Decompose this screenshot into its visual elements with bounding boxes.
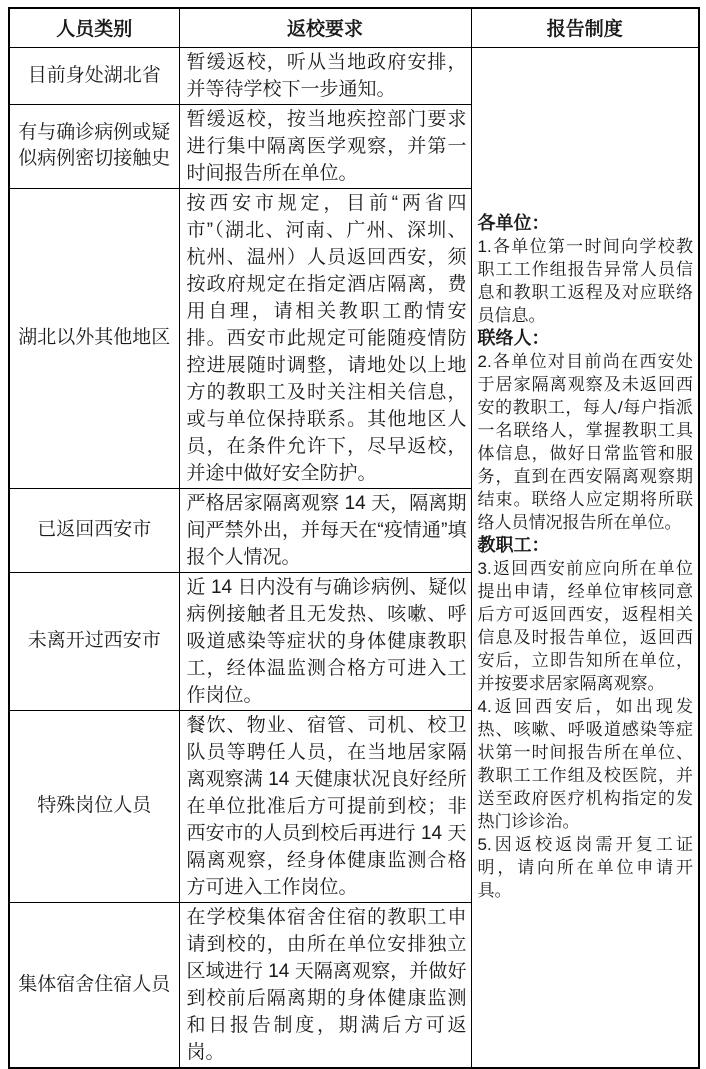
report-heading-staff: 教职工： [477,535,550,555]
requirement-cell-returned-xian: 严格居家隔离观察 14 天，隔离期间严禁外出，并每天在“疫情通”填报个人情况。 [179,488,471,572]
return-to-school-rules-table [8,7,700,1069]
report-paragraph-1: 1.各单位第一时间向学校教职工工作组报告异常人员信息和教职工返程及对应联络员信息。 [477,237,693,325]
category-cell-special-posts: 特殊岗位人员 [9,710,179,902]
report-heading-units: 各单位： [477,213,550,233]
category-cell-never-left-xian: 未离开过西安市 [9,572,179,710]
requirement-cell-dormitory: 在学校集体宿舍住宿的教职工申请到校的，由所在单位安排独立区域进行 14 天隔离观察，并做好到校前后隔离期的身体健康监测和日报告制度，期满后方可返岗。 [179,902,471,1068]
report-paragraph-3: 3.返回西安前应向所在单位提出申请，经单位审核同意后方可返回西安，返程相关信息及时报告单位，返回西安后，立即告知所在单位，并按要求居家隔离观察。 [477,559,693,693]
header-row [9,8,699,47]
report-paragraph-2: 2.各单位对目前尚在西安处于居家隔离观察及未返回西安的教职工，每人/每户指派一名联络人，掌握教职工具体信息，做好日常监管和服务，直到在西安隔离观察期结束。联络人应定期将所联络人员情况报告所在单位。 [477,352,693,532]
category-cell-dormitory: 集体宿舍住宿人员 [9,902,179,1068]
report-system-cell [471,47,699,1068]
category-cell-hubei-current: 目前身处湖北省 [9,47,179,104]
category-cell-returned-xian: 已返回西安市 [9,488,179,572]
report-heading-liaison: 联络人： [477,328,550,348]
category-cell-other-regions: 湖北以外其他地区 [9,188,179,488]
header-return-requirement: 返校要求 [179,8,471,47]
category-cell-close-contact: 有与确诊病例或疑似病例密切接触史 [9,104,179,188]
requirement-cell-hubei-current: 暂缓返校，听从当地政府安排，并等待学校下一步通知。 [179,47,471,104]
table-row [9,47,699,104]
header-personnel-category: 人员类别 [9,8,179,47]
header-report-system: 报告制度 [471,8,699,47]
requirement-cell-other-regions: 按西安市规定，目前“两省四市”（湖北、河南、广州、深圳、杭州、温州）人员返回西安，须按政府规定在指定酒店隔离，费用自理，请相关教职工酌情安排。西安市此规定可能随疫情防控进展随时调整，请地处以上地方的教职工及时关注相关信息，或与单位保持联系。其他地区人员，在条件允许下，尽早返校，并途中做好安全防护。 [179,188,471,488]
requirement-cell-close-contact: 暂缓返校，按当地疾控部门要求进行集中隔离医学观察，并第一时间报告所在单位。 [179,104,471,188]
requirement-cell-special-posts: 餐饮、物业、宿管、司机、校卫队员等聘任人员，在当地居家隔离观察满 14 天健康状况良好经所在单位批准后方可提前到校；非西安市的人员到校后再进行 14 天隔离观察，经身体健康监测合格方可进入工作岗位。 [179,710,471,902]
report-paragraph-4: 4.返回西安后，如出现发热、咳嗽、呼吸道感染等症状第一时间报告所在单位、教职工工作组及校医院，并送至政府医疗机构指定的发热门诊诊治。 [477,697,693,831]
report-paragraph-5: 5.因返校返岗需开复工证明，请向所在单位申请开具。 [477,835,693,900]
requirement-cell-never-left-xian: 近 14 日内没有与确诊病例、疑似病例接触者且无发热、咳嗽、呼吸道感染等症状的身体健康教职工，经体温监测合格方可进入工作岗位。 [179,572,471,710]
